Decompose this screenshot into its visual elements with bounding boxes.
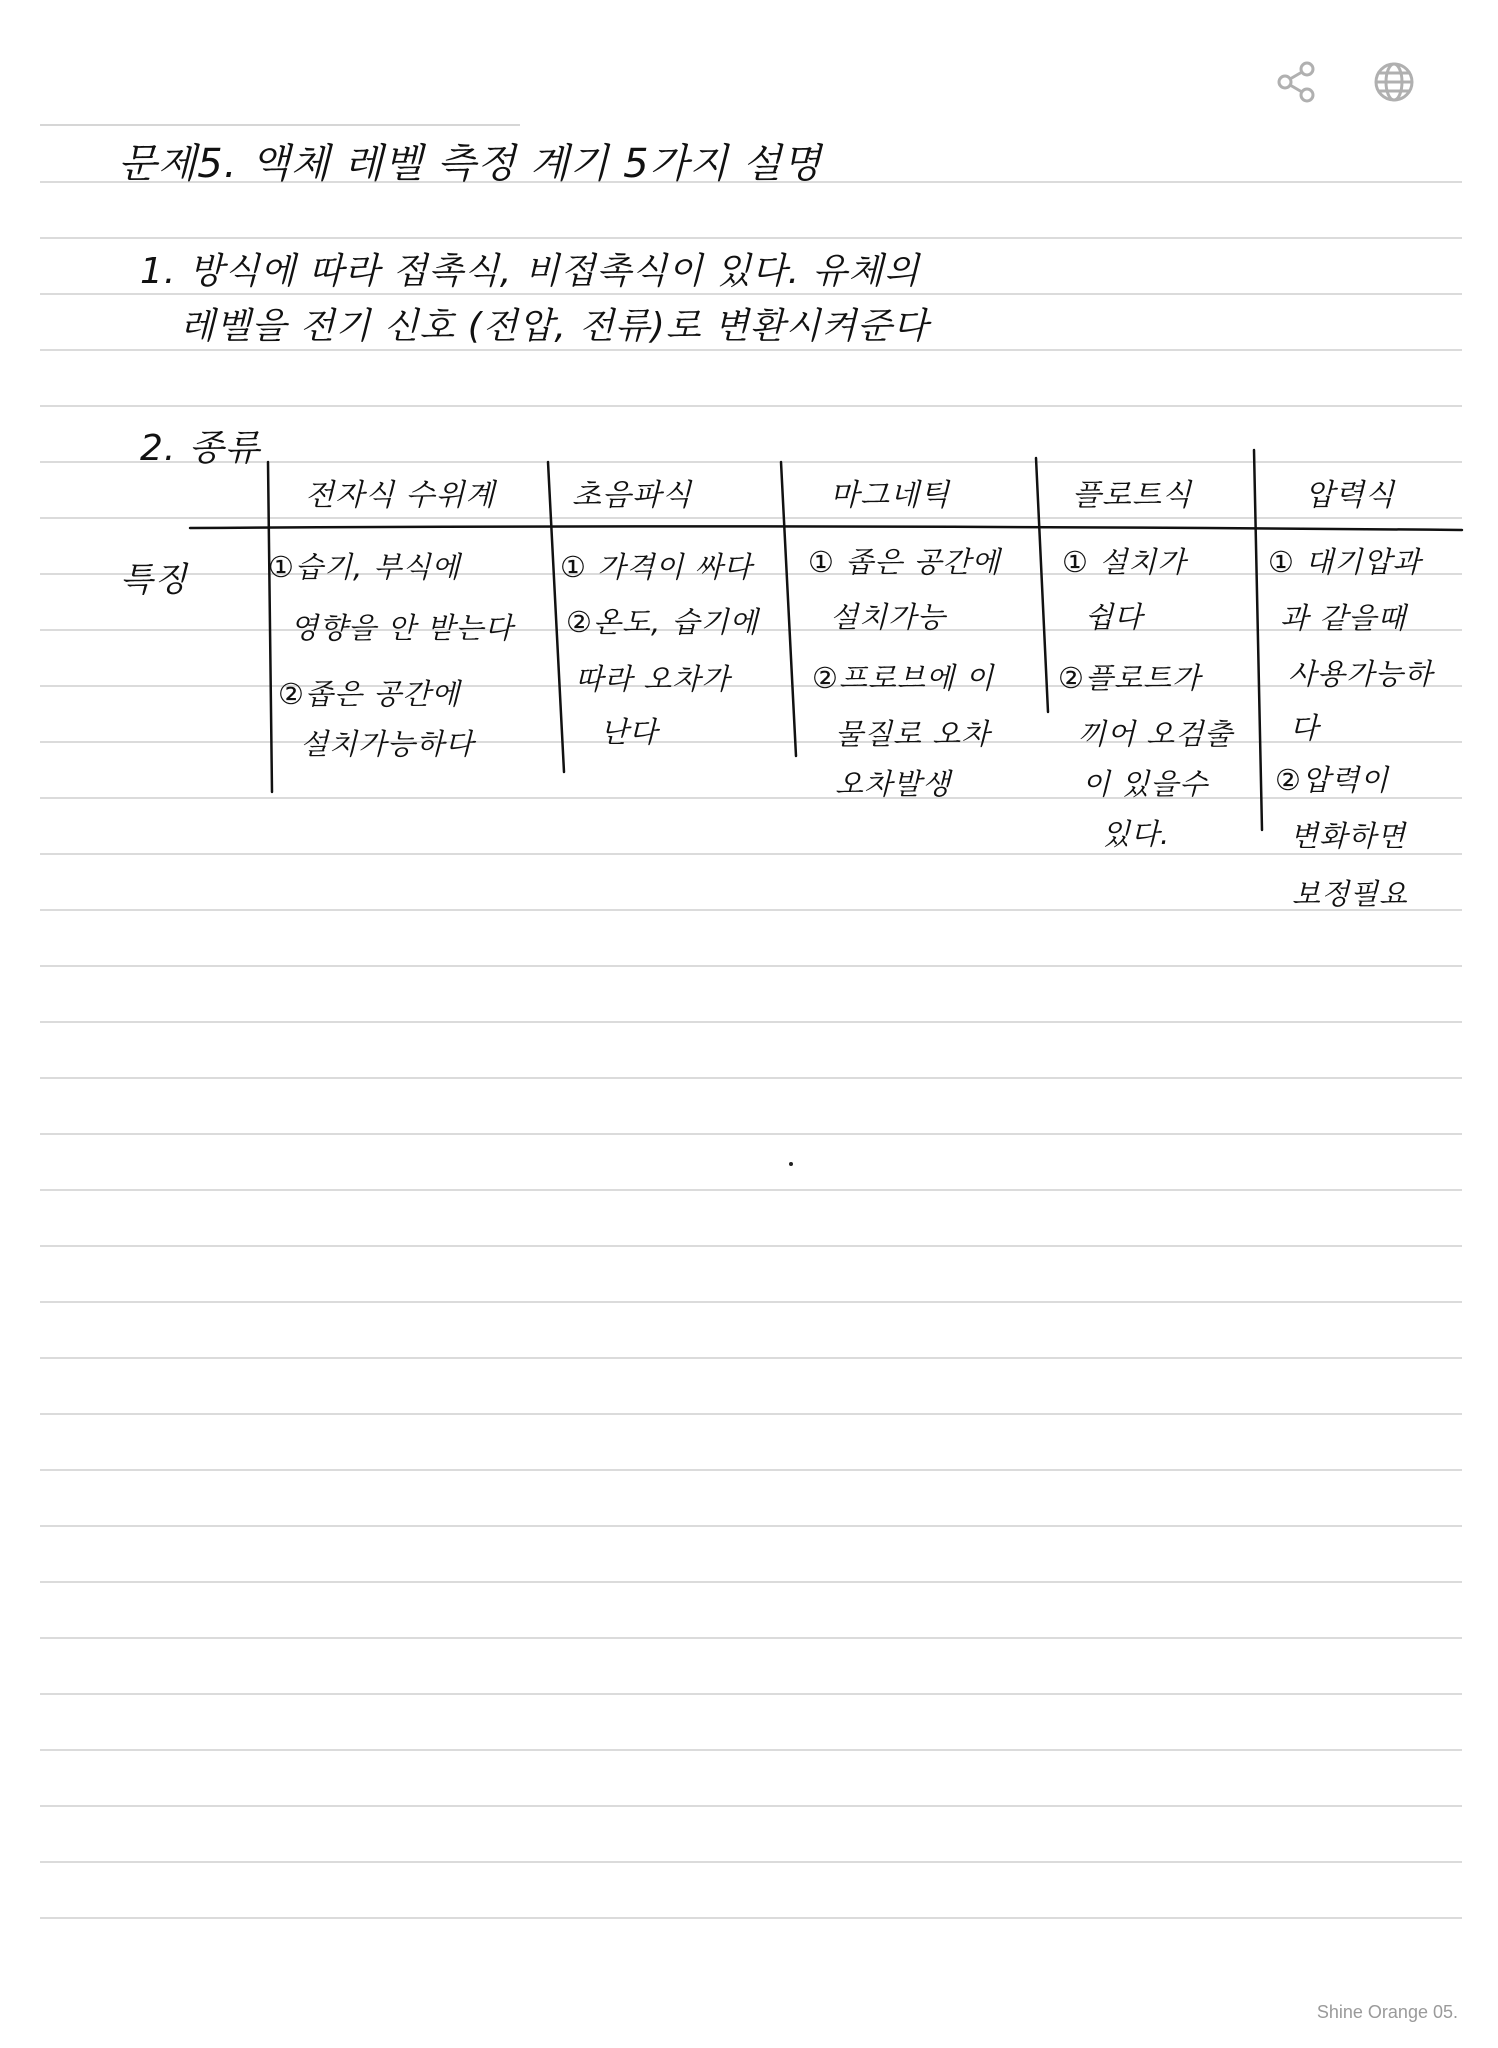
cell-ultrasonic-line-1: ① 가격이 싸다: [560, 550, 753, 584]
column-header-float: 플로트식: [1072, 478, 1192, 513]
cell-magnetic-line-5: 오차발생: [835, 767, 952, 801]
cell-pressure-line-6: 변화하면: [1290, 819, 1407, 853]
cell-float-line-1: ① 설치가: [1062, 545, 1187, 579]
cell-pressure-line-3: 사용가능하: [1288, 657, 1434, 691]
footer-brand: Shine Orange 05.: [1316, 2002, 1458, 2022]
cell-electronic-line-4: 설치가능하다: [300, 727, 475, 761]
note-line-1: 1. 방식에 따라 접촉식, 비접촉식이 있다. 유체의: [140, 251, 920, 292]
section-2-heading: 2. 종류: [140, 428, 261, 469]
column-header-ultrasonic: 초음파식: [572, 478, 692, 513]
cell-float-line-4: 끼어 오검출: [1078, 717, 1234, 751]
cell-pressure-line-7: 보정필요: [1292, 877, 1409, 911]
cell-float-line-2: 쉽다: [1085, 600, 1144, 634]
cell-ultrasonic-line-3: 따라 오차가: [575, 662, 731, 696]
column-header-pressure: 압력식: [1305, 478, 1395, 513]
cell-pressure-line-2: 과 같을때: [1280, 601, 1407, 635]
cell-pressure-line-5: ②압력이: [1275, 763, 1390, 797]
cell-magnetic-line-4: 물질로 오차: [835, 717, 991, 751]
cell-magnetic-line-3: ②프로브에 이: [812, 661, 995, 695]
column-header-electronic: 전자식 수위계: [305, 478, 496, 513]
cell-pressure-line-1: ① 대기압과: [1268, 545, 1422, 579]
cell-ultrasonic-line-4: 난다: [600, 715, 659, 749]
column-header-magnetic: 마그네틱: [830, 478, 950, 513]
table-row-label: 특징: [120, 560, 188, 600]
cell-electronic-line-1: ①습기, 부식에: [268, 550, 461, 584]
cell-pressure-line-4: 다: [1290, 711, 1320, 745]
note-line-2: 레벨을 전기 신호 (전압, 전류)로 변환시켜준다: [180, 306, 929, 347]
ink-dot: [789, 1162, 793, 1166]
cell-ultrasonic-line-2: ②온도, 습기에: [566, 605, 759, 639]
cell-float-line-3: ②플로트가: [1058, 661, 1202, 695]
note-title: 문제5. 액체 레벨 측정 계기 5가지 설명: [118, 141, 822, 187]
cell-float-line-6: 있다.: [1102, 817, 1171, 851]
cell-magnetic-line-2: 설치가능: [830, 600, 947, 634]
cell-magnetic-line-1: ① 좁은 공간에: [808, 545, 1001, 579]
cell-float-line-5: 이 있을수: [1082, 767, 1209, 801]
cell-electronic-line-2: 영향을 안 받는다: [290, 611, 514, 645]
cell-electronic-line-3: ②좁은 공간에: [278, 677, 461, 711]
